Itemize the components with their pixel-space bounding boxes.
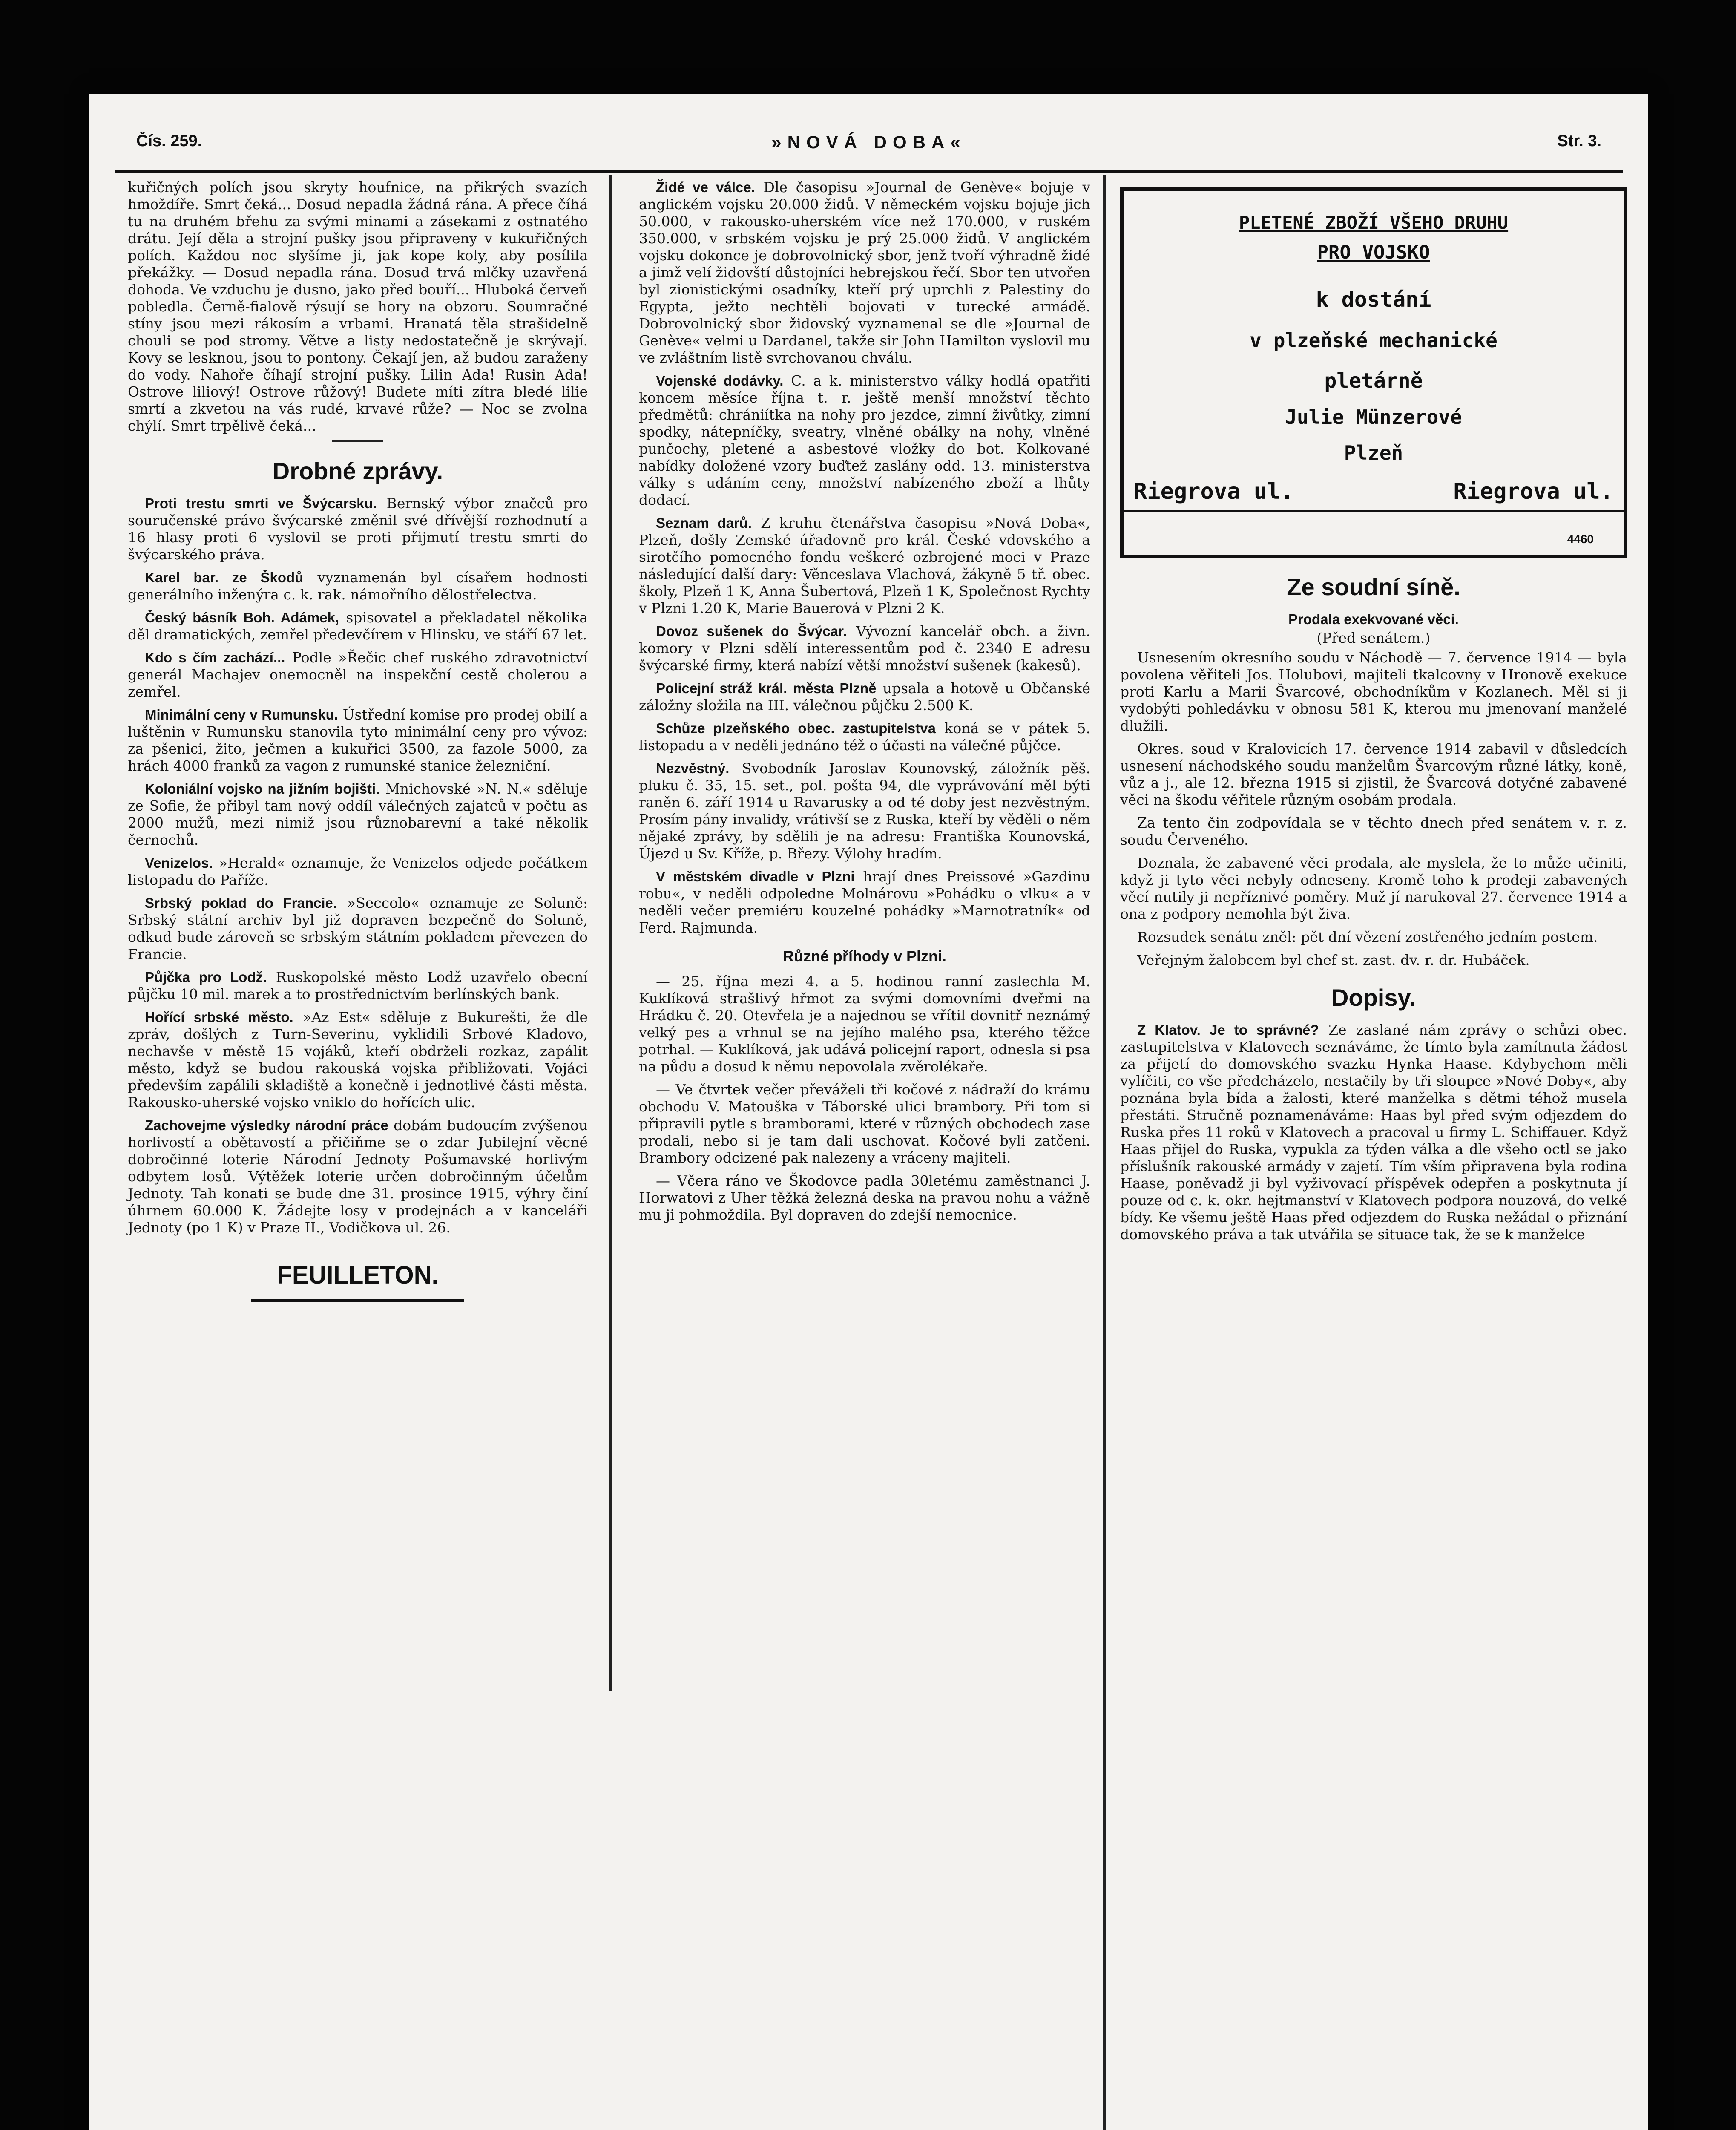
news-item	[639, 680, 1090, 714]
section-heading-drobne-zpravy: Drobné zprávy.	[272, 458, 443, 484]
item-text: vyznamenán byl císařem hodnosti generálního inženýra c. k. rak. námořního dělostřelectva.	[128, 569, 588, 603]
item-lead: Židé ve válce.	[656, 179, 755, 195]
news-item	[639, 623, 1090, 674]
item-lead: V městském divadle v Plzni	[656, 869, 855, 884]
feuilleton-heading: FEUILLETON.	[277, 1261, 439, 1289]
news-item	[639, 179, 1090, 366]
item-text: Svobodník Jaroslav Kounovský, záložník pěš. pluku č. 35, 15. set., pol. pošta 94, dle vyprávování měl býti raněn 6. září 1914 u Ravarusky a od té doby jest nezvěstným. Prosím pány invalidy, vrátivší se z Ruska, kteří by věděli o něm nějaké zprávy, by sdělili je na adresu: Františka Kounovská, Újezd u Sv. Kříže, p. Březy. Výlohy hradím.	[639, 760, 1090, 862]
news-item	[128, 569, 588, 603]
column-2	[639, 179, 1090, 1229]
item-text: C. a k. ministerstvo války hodlá opatřiti koncem měsíce října t. r. ještě menší množství těchto předmětů: chrániítka na nohy pro jezdce, zimní živůtky, zimní spodky, nátepníčky, sveatry, vlněné obálky na nohy, vlněné punčochy, pletené a asbestové vložky do bot. Kolkované nabídky doložené vzory buďtež zaslány odd. 13. ministerstva války s udáním ceny, množství nabízeného zboží a lhůty dodací.	[639, 372, 1091, 508]
news-item	[128, 609, 588, 643]
advertisement-box	[1120, 187, 1627, 558]
item-text: Bernský výbor značců pro souručenské právo švýcarské změnil své dřívější rozhodnutí a 16 hlasy proti 6 vyslovil se proti přijmutí trestu smrti do švýcarského práva.	[128, 495, 588, 563]
ad-number: 4460	[1567, 532, 1594, 546]
ad-line: pletárně	[1324, 369, 1423, 393]
court-paragraph: Veřejným žalobcem byl chef st. zast. dv. r. dr. Hubáček.	[1137, 952, 1530, 968]
news-item	[128, 1117, 588, 1236]
item-text: Ze zaslané nám zprávy o schůzi obec. zastupitelstva v Klatovech seznáváme, že tímto byla zamítnuta žádost za přijetí do domovského svazku Hynka Haase. Kdybychom měli vylíčiti, co vše předcházelo, nestačily by tři sloupce »Nové Doby«, aby poznána byla bída a žalosti, které manželka s dětmi téhož musela přestáti. Stručně poznamenáváme: Haas byl před svým odjezdem do Ruska přes 11 roků v Klatovech a pracoval u firmy L. Schiffauer. Když Haas přijel do Ruska, vypukla za týden válka a dle všeho octl se jako příslušník rakouské armády v zajetí. Tím vším připravena byla rodina Haase, poněvadž ji byl vyživovací příspěvek odepřen a poskytnuta jí pouze od c. k. okr. hejtmanství v Klatovech podpora nouzová, do velké bídy. Ke všemu ještě Haas před odjezdem do Ruska nežádal o přiznání domovského práva a tak utvářila se situace tak, že se k manželce	[1120, 1022, 1627, 1243]
item-text: upsala a hotově u Občanské záložny složila na III. válečnou půjčku 2.500 K.	[639, 680, 1090, 714]
newspaper-page	[89, 94, 1648, 2130]
item-lead: Dovoz sušenek do Švýcar.	[656, 623, 847, 639]
item-text: »Herald« oznamuje, že Venizelos odjede počátkem listopadu do Paříže.	[128, 855, 588, 888]
news-item	[128, 780, 588, 849]
item-lead: Český básník Boh. Adámek,	[145, 610, 339, 625]
news-item	[128, 649, 588, 700]
item-text: Vývozní kancelář obch. a živn. komory v Plzni sdělí interessentům pod č. 2340 E adresu švýcarské firmy, která nabízí větší množství sušenek (kakesů).	[639, 623, 1090, 674]
page-header	[136, 132, 1601, 166]
news-item	[639, 868, 1090, 936]
news-item	[639, 372, 1090, 509]
story-list	[639, 973, 1090, 1223]
item-text: »Seccolo« oznamuje ze Soluně: Srbský státní archiv byl již dopraven bezpečně do Soluně, odkud bude zároveň se srbským státním pokladem převezen do Francie.	[128, 895, 588, 962]
item-text: Z kruhu čtenářstva časopisu »Nová Doba«, Plzeň, došly Zemské úřadovně pro král. České vdovského a sirotčího pomocného fondu veškeré ozbrojené moci v Praze následující další dary: Věnceslava Vlachová, žákyně 5 tř. obec. školy, Plzeň 1 K, Anna Šubertová, Plzeň 1 K, Společnost Rychty v Plzni 1.20 K, Marie Bauerová v Plzni 2 K.	[639, 515, 1090, 616]
item-lead: Srbský poklad do Francie.	[145, 895, 337, 911]
item-text: hrají dnes Preissové »Gazdinu robu«, v neděli odpoledne Molnárovu »Pohádku o vlku« a v neděli večer premiéru kouzelné pohádky »Marnotratník« od Ferd. Rajmunda.	[639, 868, 1090, 936]
column-divider-2	[1103, 175, 1106, 2130]
ad-line: PRO VOJSKO	[1317, 242, 1430, 263]
news-item-list	[639, 179, 1090, 936]
news-item-list	[128, 495, 588, 1236]
item-lead: Seznam darů.	[656, 515, 752, 531]
section-heading-court: Ze soudní síně.	[1287, 573, 1460, 600]
item-lead: Koloniální vojsko na jižním bojišti.	[145, 781, 380, 797]
item-lead: Hořící srbské město.	[145, 1009, 293, 1025]
letter-item	[1120, 1022, 1627, 1243]
issue-number: Čís. 259.	[136, 132, 202, 150]
ad-rule	[1124, 510, 1624, 512]
story-paragraph: — Ve čtvrtek večer převáželi tři kočové z nádraží do krámu obchodu V. Matouška v Táborské ulici brambory. Při tom si připravili pytle s bramborami, které v různých obchodech zase prodali, nebo si je tam dali uschovat. Kočové byli zatčeni. Brambory odcizené pak nalezeny a vráceny majiteli.	[639, 1081, 1090, 1166]
item-text: Podle »Řečic chef ruského zdravotnictví generál Machajev onemocněl na inspekční cestě cholerou a zemřel.	[128, 649, 588, 700]
item-text: Dle časopisu »Journal de Genève« bojuje v anglickém vojsku 20.000 židů. V německém vojsku bojuje jich 50.000, v rakousko-uherském více než 170.000, v ruském 350.000, v srbském vojsku je prý 25.000 židů. V anglickém vojsku dokonce je dobrovolnický sbor, jenž tvoří výhradně židé a jimž velí židovští důstojníci hebrejskou řečí. Sbor ten utvořen byl zionistickými osadníky, kteří prý uprchli z Palestiny do Egypta, ježto nechtěli bojovati v turecké armádě. Dobrovolnický sbor židovský vyznamenal se dle »Journal de Genève« velmi u Dardanel, takže sir John Hamilton vyslovil mu ve zvláštním listě svrchovanou chválu.	[639, 179, 1090, 366]
item-lead: Schůze plzeňského obec. zastupitelstva	[656, 720, 936, 736]
court-report	[1120, 649, 1627, 969]
header-rule	[115, 170, 1623, 173]
item-lead: Minimální ceny v Rumunsku.	[145, 707, 338, 722]
section-rule	[332, 440, 383, 442]
item-text: Ústřední komise pro prodej obilí a luštěnin v Rumunsku stanovila tyto minimální ceny pro vývoz: za pšenici, žito, ječmen a kukuřici 3500, za fazole 5000, za hrách 4000 franků za vagon z rumunské stanice železniční.	[128, 706, 588, 774]
news-item	[128, 895, 588, 963]
item-lead: Půjčka pro Lodž.	[145, 969, 267, 985]
news-item	[128, 1009, 588, 1111]
feuilleton-rule	[251, 1299, 464, 1302]
news-item	[128, 706, 588, 774]
story-paragraph: — 25. října mezi 4. a 5. hodinou ranní zaslechla M. Kuklíková strašlivý hřmot za svými domovními dveřmi na Hrádku č. 20. Otevřela je a najednou se vřítil dovnitř neznámý velký pes a vrhnul se na jejího malého psa, kterého těžce potrhal. — Kuklíková, jak udává policejní raport, odnesla si psa na půdu a dosud k němu nepovolala zvěrolékaře.	[639, 973, 1090, 1075]
item-text: »Az Est« sděluje z Bukurešti, že dle zpráv, došlých z Turn-Severinu, vyklidili Srbové Kladovo, nechavše v městě 15 vojáků, kteří obdrželi rozkaz, zapálit město, když se budou rakouská vojska přibližovati. Vojáci především zapálili skladiště a konečně i jednotlivé části města. Rakousko-uherské vojsko vniklo do hořících ulic.	[128, 1009, 588, 1111]
item-lead: Venizelos.	[145, 855, 213, 871]
ad-address	[1134, 479, 1613, 504]
court-paragraph: Doznala, že zabavené věci prodala, ale myslela, že to může učiniti, když ji tyto věci nebyly odneseny. Kromě toho k prodeji zabavených věcí nutily ji nepříznivé poměry. Muž jí narukoval 27. července 1914 a ona z podpory nemohla být živa.	[1120, 855, 1627, 922]
ad-line: PLETENÉ ZBOŽÍ VŠEHO DRUHU	[1239, 212, 1509, 233]
section-heading-ruzne-prihody: Různé příhody v Plzni.	[782, 947, 947, 965]
ad-line: k dostání	[1316, 287, 1431, 312]
item-lead: Z Klatov. Je to správné?	[1137, 1022, 1319, 1038]
item-text: dobám budoucím zvýšenou horlivostí a obětavostí a přičiňme se o zdar Jubilejní věcné dobročinné loterie Národní Jednoty Pošumavské horlivým odbytem losů. Výtěžek loterie určen dobročinným účelům Jednoty. Tah konati se bude dne 31. prosince 1915, výhry činí úhrnem 60.000 K. Žádejte losy v prodejnách a v kanceláři Jednoty (po 1 K) v Praze II., Vodičkova ul. 26.	[128, 1117, 588, 1236]
news-item	[639, 720, 1090, 754]
section-heading-letters: Dopisy.	[1331, 984, 1416, 1011]
court-paragraph: Okres. soud v Kralovicích 17. července 1914 zabavil v důsledcích usnesení náchodského soudu manželům Švarcovým různé látky, koně, vůz a j., ale 12. března 1915 si zjistil, že Švarcová dotyčné zabavené věci na škodu věřitele různým osobám prodala.	[1120, 740, 1627, 808]
court-subtitle: Prodala exekvované věci.	[1288, 611, 1459, 627]
item-lead: Proti trestu smrti ve Švýcarsku.	[145, 495, 377, 511]
column-3	[1120, 179, 1627, 1249]
item-lead: Vojenské dodávky.	[656, 373, 784, 389]
item-text: koná se v pátek 5. listopadu a v neděli jednáno též o účasti na válečné půjčce.	[639, 720, 1090, 754]
masthead-title: »NOVÁ DOBA«	[771, 132, 966, 152]
ad-line: v plzeňské mechanické	[1250, 329, 1497, 352]
news-item	[128, 495, 588, 563]
court-paragraph: Rozsudek senátu zněl: pět dní vězení zostřeného jedním postem.	[1137, 929, 1598, 945]
item-lead: Zachovejme výsledky národní práce	[145, 1117, 388, 1133]
item-text: spisovatel a překladatel několika děl dramatických, zemřel předevčírem v Hlinsku, ve stáří 67 let.	[128, 609, 588, 643]
news-item	[128, 855, 588, 889]
news-item	[639, 515, 1090, 617]
item-lead: Kdo s čím zachází...	[145, 650, 285, 665]
court-senate: (Před senátem.)	[1316, 630, 1431, 646]
story-continuation: kuřičných polích jsou skryty houfnice, na přikrých svazích hmoždíře. Smrt čeká... Dosud nepadla žádná rána. A přece číhá tu na druhém břehu za svými minami a zásekami z ostnatého drátu. Její děla a strojní pušky jsou připraveny v kukuřičných polích. Každou noc slyšíme ji, jak kope koly, aby posílila překážky. — Dosud nepadla rána. Dosud trvá mlčky uzavřená dohoda. Ve vzduchu je dusno, jako před bouří... Hluboká červeň pobledla. Černě-fialově rýsují se hory na obzoru. Soumračné stíny jsou mezi rákosím a vrbami. Hranatá těla strašidelně chouli se pod stromy. Větve a listy nedostatečně je skrývají. Kovy se lesknou, jsou to pontony. Čekají jen, až budou zaraženy do vody. Nahoře číhají strojní pušky. Lilin Ada! Rusin Ada! Ostrove liliový! Ostrove růžový! Budete míti zítra bledé lilie smrtí a zkvetou na vás rudé, krvavé růže? — Noc se zvolna chýlí. Smrt trpělivě čeká...	[128, 179, 588, 434]
item-lead: Policejní stráž král. města Plzně	[656, 680, 877, 696]
story-paragraph: — Včera ráno ve Škodovce padla 30letému zaměstnanci J. Horwatovi z Uher těžká železná deska na pravou nohu a vážně mu ji pohmoždila. Byl dopraven do zdejší nemocnice.	[639, 1172, 1090, 1223]
ad-street-right: Riegrova ul.	[1453, 479, 1613, 504]
ad-street-left: Riegrova ul.	[1134, 479, 1294, 504]
item-text: Mnichovské »N. N.« sděluje ze Sofie, že přibyl tam nový oddíl válečných zajatců v počtu as 2000 mužů, mezi nimiž jsou různobarevní a také několik černochů.	[128, 780, 588, 848]
column-divider-1	[609, 175, 612, 1691]
court-paragraph: Usnesením okresního soudu v Náchodě — 7. července 1914 — byla povolena věřiteli Jos. Holubovi, majiteli tkalcovny v Hronově exekuce proti Karlu a Marii Švarcové, obchodníkům v Kozlanech. Měl si ji vydobýti pohledávku v obnosu 581 K, kterou mu jmenovaní manželé dlužili.	[1120, 649, 1627, 734]
item-lead: Nezvěstný.	[656, 760, 730, 776]
court-paragraph: Za tento čin zodpovídala se v těchto dnech před senátem v. r. z. soudu Červeného.	[1120, 815, 1627, 848]
page-number: Str. 3.	[1557, 132, 1601, 150]
ad-line: Plzeň	[1344, 441, 1403, 464]
news-item	[128, 969, 588, 1003]
ad-line: Julie Münzerové	[1285, 406, 1462, 429]
news-item	[639, 760, 1090, 862]
item-lead: Karel bar. ze Škodů	[145, 570, 304, 585]
item-text: Ruskopolské město Lodž uzavřelo obecní půjčku 10 mil. marek a to prostřednictvím berlínských bank.	[128, 969, 588, 1002]
column-1	[128, 179, 588, 1302]
